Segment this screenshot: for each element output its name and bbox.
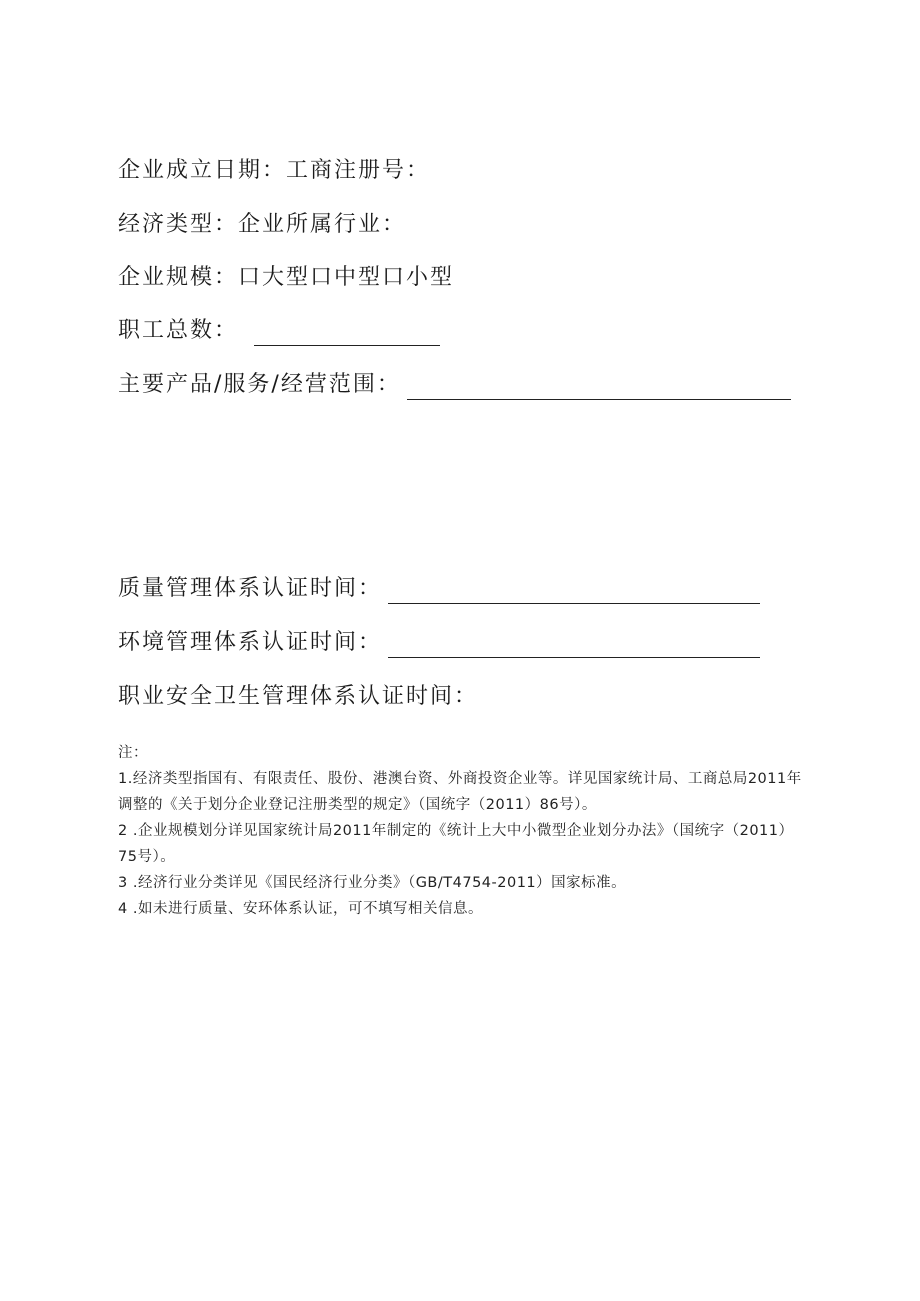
- employees-label: 职工总数：: [118, 318, 239, 343]
- env-cert-label: 环境管理体系认证时间：: [118, 630, 383, 655]
- established-row: [118, 156, 430, 186]
- products-row: [118, 370, 791, 400]
- products-input-line[interactable]: [407, 377, 791, 400]
- quality-cert-input-line[interactable]: [388, 581, 760, 604]
- env-cert-row: [118, 628, 760, 658]
- scale-label: 企业规模：: [118, 265, 239, 290]
- employees-input-line[interactable]: [254, 323, 440, 346]
- scale-option-medium[interactable]: 口中型: [310, 265, 383, 290]
- scale-option-small[interactable]: 口小型: [382, 265, 455, 290]
- employees-row: [118, 316, 440, 346]
- quality-cert-label: 质量管理体系认证时间：: [118, 576, 383, 601]
- industry-label: 企业所属行业：: [238, 212, 407, 237]
- note-item-4: 4 .如未进行质量、安环体系认证，可不填写相关信息。: [118, 901, 483, 917]
- econ-type-label: 经济类型：: [118, 212, 239, 237]
- note-item-2: 2 .企业规模划分详见国家统计局2011年制定的《统计上大中小微型企业划分办法》（国统字（2011）75号）。: [118, 823, 794, 865]
- note-item-3: 3 .经济行业分类详见《国民经济行业分类》（GB/T4754-2011）国家标准。: [118, 875, 627, 891]
- notes-section: [118, 740, 808, 922]
- env-cert-input-line[interactable]: [388, 635, 760, 658]
- reg-no-label: 工商注册号：: [286, 158, 431, 183]
- note-item-1: 1.经济类型指国有、有限责任、股份、港澳台资、外商投资企业等。详见国家统计局、工商总局2011年调整的《关于划分企业登记注册类型的规定》（国统字（2011）86号）。: [118, 771, 802, 813]
- notes-heading: 注：: [118, 745, 148, 761]
- products-label: 主要产品/服务/经营范围：: [118, 372, 401, 397]
- scale-row: [118, 263, 454, 293]
- econ-type-row: [118, 210, 406, 240]
- ohs-cert-label: 职业安全卫生管理体系认证时间：: [118, 684, 479, 709]
- scale-option-large[interactable]: 口大型: [238, 265, 311, 290]
- quality-cert-row: [118, 574, 760, 604]
- established-label: 企业成立日期：: [118, 158, 287, 183]
- ohs-cert-row: [118, 682, 478, 712]
